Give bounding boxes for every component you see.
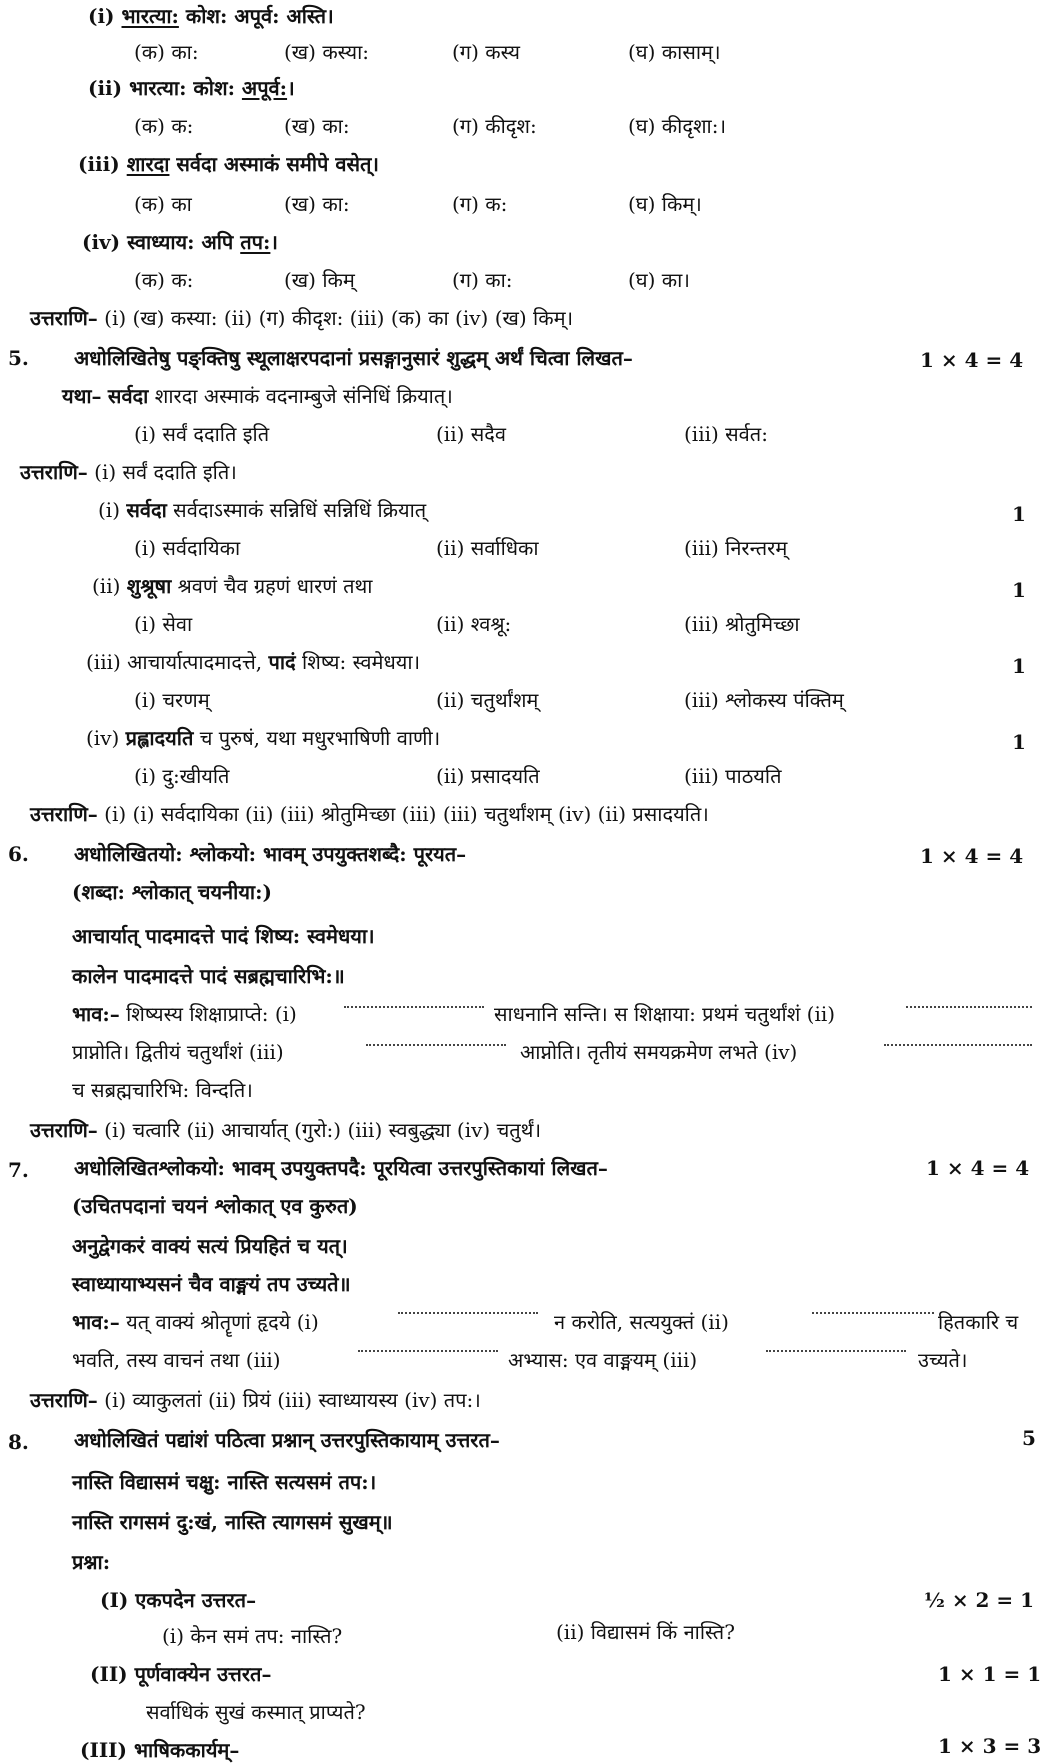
q5-item-mark: 1 [1012,730,1026,754]
q6-answer [30,1116,541,1144]
option: (i) दु:खीयति [134,764,230,788]
option: (ग) क: [452,192,508,216]
blank-ii [812,1312,934,1314]
q6-bhava-line-3: च सब्रह्मचारिभि: विन्दति। [72,1078,253,1102]
option: (क) का: [134,40,199,64]
option: (घ) कासाम्। [628,40,721,64]
q8-verse-line-1: नास्ति विद्यासमं चक्षु: नास्ति सत्यसमं तप:। [72,1470,377,1494]
q7-verse-line-1: अनुद्वेगकरं वाक्यं सत्यं प्रियहितं च यत्। [72,1234,348,1258]
q8-part-III-label: (III) भाषिककार्यम्– [80,1738,240,1762]
q7-instruction: अधोलिखितश्लोकयो: भावम् उपयुक्तपदै: पूरयित्वा उत्तरपुस्तिकायां लिखत– [74,1156,608,1180]
q5-example-answer [20,458,237,486]
q8-prashna-label: प्रश्ना: [72,1550,111,1574]
option: (ख) किम् [284,268,355,292]
q7-bhava-text: हितकारि च [938,1310,1019,1334]
blank-iv [766,1350,906,1352]
q5-item-i: (i) सर्वदा सर्वदाऽस्माकं सन्निधिं सन्निधिं क्रियात् [98,498,427,522]
q8-verse-line-2: नास्ति रागसमं दु:खं, नास्ति त्यागसमं सुखम्॥ [72,1510,393,1534]
q4-item-label: (i) [88,4,115,28]
blank-i [344,1006,484,1008]
q6-verse-line-2: कालेन पादमादत्ते पादं सब्रह्मचारिभि:॥ [72,964,345,988]
q5-item-mark: 1 [1012,502,1026,526]
q6-bhava-line-2: प्राप्नोति। द्वितीयं चतुर्थांशं (iii) [72,1040,284,1064]
item-label: (i) [98,498,121,522]
q4-answer [30,304,573,332]
q8-number: 8. [8,1430,29,1454]
q5-example: यथा– सर्वदा शारदा अस्माकं वदनाम्बुजे संनिधिं क्रियात्। [62,384,453,408]
blank-iii [366,1044,506,1046]
q6-bhava-text: साधनानि सन्ति। स शिक्षाया: प्रथमं चतुर्थांशं (ii) [494,1002,836,1026]
q4-item-i: (i) भारत्या: कोश: अपूर्व: अस्ति। [88,4,334,28]
q7-marks: 1 × 4 = 4 [926,1156,1030,1180]
q8-part-I-question: (ii) विद्यासमं किं नास्ति? [556,1620,735,1644]
q5-item-iv: (iv) प्रह्लादयति च पुरुषं, यथा मधुरभाषिणी वाणी। [86,726,441,750]
q5-item-mark: 1 [1012,578,1026,602]
q4-item-label: (iv) [82,230,121,254]
blank-ii [906,1006,1032,1008]
bold-word: प्रह्लादयति [125,726,194,750]
answer-text: (i) सर्वं ददाति इति। [94,460,237,484]
q4-underlined-word: तप: [240,230,271,254]
option: (iii) श्रोतुमिच्छा [684,612,800,636]
answer-text: (i) (ख) कस्या: (ii) (ग) कीदृश: (iii) (क) का (iv) (ख) किम्। [104,306,574,330]
q6-instruction: अधोलिखितयो: श्लोकयो: भावम् उपयुक्तशब्दै: पूरयत– [74,842,467,866]
option: (i) सेवा [134,612,193,636]
option: (ख) का: [284,192,350,216]
bold-word: शुश्रूषा [126,574,172,598]
bold-word: सर्वदा [126,498,167,522]
q5-marks: 1 × 4 = 4 [920,348,1024,372]
answer-text: (i) (i) सर्वदायिका (ii) (iii) श्रोतुमिच्छा (iii) (iii) चतुर्थांशम् (iv) (ii) प्रसादयति। [104,802,709,826]
q4-item-ii: (ii) भारत्या: कोश: अपूर्व:। [88,76,295,100]
bold-word: पादं [268,650,296,674]
q5-item-mark: 1 [1012,654,1026,678]
answer-label: उत्तराणि– [30,1118,98,1142]
q7-note: (उचितपदानां चयनं श्लोकात् एव कुरुत) [72,1194,358,1218]
option: (i) सर्वं ददाति इति [134,422,270,446]
option: (ख) का: [284,114,350,138]
item-label: (iii) [86,650,121,674]
option: (i) सर्वदायिका [134,536,241,560]
q7-bhava-line-2: भवति, तस्य वाचनं तथा (iii) [72,1348,281,1372]
q4-item-label: (iii) [78,152,120,176]
option: (iii) सर्वत: [684,422,768,446]
option: (iii) पाठयति [684,764,782,788]
q5-item-iii: (iii) आचार्यात्पादमादत्ते, पादं शिष्य: स्वमेधया। [86,650,421,674]
q8-marks: 5 [1022,1426,1036,1450]
option: (ii) सदैव [436,422,507,446]
blank-i [398,1312,538,1314]
option: (क) का [134,192,192,216]
option: (घ) का। [628,268,690,292]
q4-item-iii: (iii) शारदा सर्वदा अस्माकं समीपे वसेत्। [78,152,379,176]
option: (ii) सर्वाधिका [436,536,539,560]
option: (ii) चतुर्थांशम् [436,688,539,712]
answer-label: उत्तराणि– [30,1388,98,1412]
option: (i) चरणम् [134,688,210,712]
q4-underlined-word: अपूर्व: [241,76,288,100]
blank-iv [884,1044,1032,1046]
q8-part-II-label: (II) पूर्णवाक्येन उत्तरत– [90,1662,272,1686]
q8-part-I-question: (i) केन समं तप: नास्ति? [162,1624,343,1648]
example-bold-word: सर्वदा [107,384,149,408]
example-label: यथा– [62,384,102,408]
q7-number: 7. [8,1158,29,1182]
q8-part-III-marks: 1 × 3 = 3 [938,1734,1042,1758]
option: (ख) कस्या: [284,40,369,64]
q8-instruction: अधोलिखितं पद्यांशं पठित्वा प्रश्नान् उत्तरपुस्तिकायाम् उत्तरत– [74,1428,500,1452]
q6-number: 6. [8,842,29,866]
option: (ii) प्रसादयति [436,764,540,788]
option: (ii) श्वश्रू: [436,612,512,636]
q5-answer [30,800,709,828]
q7-verse-line-2: स्वाध्यायाभ्यसनं चैव वाङ्मयं तप उच्यते॥ [72,1272,351,1296]
q7-bhava-text: अभ्यास: एव वाङ्मयम् (iii) [508,1348,698,1372]
q6-bhava-text: आप्नोति। तृतीयं समयक्रमेण लभते (iv) [520,1040,798,1064]
q5-item-ii: (ii) शुश्रूषा श्रवणं चैव ग्रहणं धारणं तथा [92,574,373,598]
q8-part-I-label: (I) एकपदेन उत्तरत– [100,1588,257,1612]
option: (iii) निरन्तरम् [684,536,788,560]
option: (घ) किम्। [628,192,702,216]
answer-text: (i) व्याकुलतां (ii) प्रियं (iii) स्वाध्यायस्य (iv) तप:। [104,1388,481,1412]
q8-part-I-marks: ½ × 2 = 1 [924,1588,1035,1612]
q6-note: (शब्दा: श्लोकात् चयनीया:) [72,880,272,904]
q6-marks: 1 × 4 = 4 [920,844,1024,868]
q5-instruction: अधोलिखितेषु पङ्क्तिषु स्थूलाक्षरपदानां प्रसङ्गानुसारं शुद्धम् अर्थं चित्वा लिखत– [74,346,633,370]
option: (ग) कस्य [452,40,520,64]
blank-iii [358,1350,498,1352]
option: (क) क: [134,268,194,292]
item-label: (iv) [86,726,120,750]
answer-label: उत्तराणि– [30,802,98,826]
q4-item-iv: (iv) स्वाध्याय: अपि तप:। [82,230,278,254]
option: (क) क: [134,114,194,138]
q4-underlined-word: भारत्या: [121,4,179,28]
q6-bhava-line-1: भाव:– शिष्यस्य शिक्षाप्राप्ते: (i) [72,1002,297,1026]
answer-label: उत्तराणि– [30,306,98,330]
q7-bhava-text: उच्यते। [918,1348,968,1372]
q8-part-II-question: सर्वाधिकं सुखं कस्मात् प्राप्यते? [146,1700,366,1724]
option: (ग) कीदृश: [452,114,537,138]
option: (ग) का: [452,268,513,292]
q7-bhava-line-1: भाव:– यत् वाक्यं श्रोतॄणां हृदये (i) [72,1310,319,1334]
q7-bhava-text: न करोति, सत्ययुक्तं (ii) [554,1310,729,1334]
q8-part-II-marks: 1 × 1 = 1 [938,1662,1042,1686]
q7-answer [30,1386,481,1414]
bhava-label: भाव:– [72,1002,120,1026]
answer-label: उत्तराणि– [20,460,88,484]
item-label: (ii) [92,574,121,598]
q4-underlined-word: शारदा [126,152,170,176]
q4-item-label: (ii) [88,76,123,100]
option: (घ) कीदृशा:। [628,114,727,138]
bhava-label: भाव:– [72,1310,120,1334]
q6-verse-line-1: आचार्यात् पादमादत्ते पादं शिष्य: स्वमेधया। [72,924,375,948]
option: (iii) श्लोकस्य पंक्तिम् [684,688,844,712]
q5-number: 5. [8,346,29,370]
answer-text: (i) चत्वारि (ii) आचार्यात् (गुरो:) (iii) स्वबुद्ध्या (iv) चतुर्थं। [104,1118,542,1142]
